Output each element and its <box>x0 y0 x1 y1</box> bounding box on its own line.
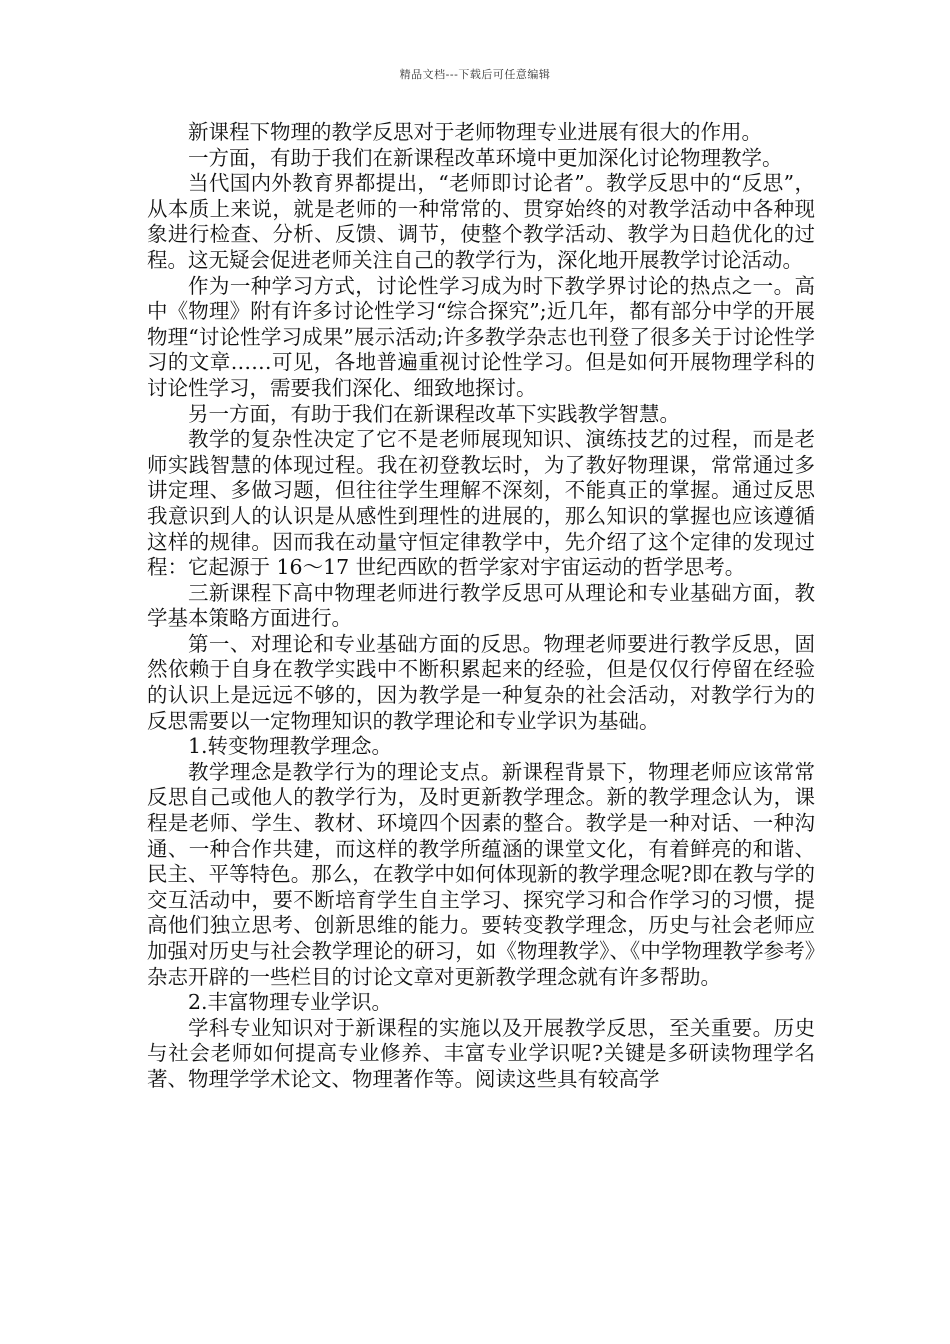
paragraph: 当代国内外教育界都提出，“老师即讨论者”。教学反思中的“反思”，从本质上来说，就是老师的一种常常的、贯穿始终的对教学活动中各种现象进行检查、分析、反馈、调节，使整个教学活动、教学为日趋优化的过程。这无疑会促进老师关注自己的教学行为，深化地开展教学讨论活动。 <box>147 171 815 272</box>
page-header: 精品文档---下载后可任意编辑 <box>399 68 551 81</box>
paragraph: 另一方面，有助于我们在新课程改革下实践教学智慧。 <box>188 401 680 426</box>
paragraph: 教学的复杂性决定了它不是老师展现知识、演练技艺的过程，而是老师实践智慧的体现过程。我在初登教坛时，为了教好物理课，常常通过多讲定理、多做习题，但往往学生理解不深刻，不能真正的掌握。通过反思我意识到人的认识是从感性到理性的进展的，那么知识的掌握也应该遵循这样的规律。因而我在动量守恒定律教学中，先介绍了这个定律的发现过程：它起源于 16～17 世纪西欧的哲学家对宇宙运动的哲学思考。 <box>147 427 815 580</box>
paragraph: 教学理念是教学行为的理论支点。新课程背景下，物理老师应该常常反思自己或他人的教学行为，及时更新教学理念。新的教学理念认为，课程是老师、学生、教材、环境四个因素的整合。教学是一种对话、一种沟通、一种合作共建，而这样的教学所蕴涵的课堂文化，有着鲜亮的和谐、民主、平等特色。那么，在教学中如何体现新的教学理念呢?即在教与学的交互活动中，要不断培育学生自主学习、探究学习和合作学习的习惯，提高他们独立思考、创新思维的能力。要转变教学理念，历史与社会老师应加强对历史与社会教学理论的研习，如《物理教学》、《中学物理教学参考》杂志开辟的一些栏目的讨论文章对更新教学理念就有许多帮助。 <box>147 759 815 989</box>
paragraph: 一方面，有助于我们在新课程改革环境中更加深化讨论物理教学。 <box>188 145 783 170</box>
paragraph: 新课程下物理的教学反思对于老师物理专业进展有很大的作用。 <box>188 120 762 144</box>
document-body <box>147 120 815 1093</box>
section-heading: 1.转变物理教学理念。 <box>188 734 393 759</box>
paragraph: 学科专业知识对于新课程的实施以及开展教学反思，至关重要。历史与社会老师如何提高专业修养、丰富专业学识呢?关键是多研读物理学名著、物理学学术论文、物理著作等。阅读这些具有较高学 <box>147 1015 815 1091</box>
paragraph: 三新课程下高中物理老师进行教学反思可从理论和专业基础方面，教学基本策略方面进行。 <box>147 580 815 631</box>
paragraph: 第一、对理论和专业基础方面的反思。物理老师要进行教学反思，固然依赖于自身在教学实践中不断积累起来的经验，但是仅仅行停留在经验的认识上是远远不够的，因为教学是一种复杂的社会活动，对教学行为的反思需要以一定物理知识的教学理论和专业学识为基础。 <box>147 631 815 733</box>
paragraph: 作为一种学习方式，讨论性学习成为时下教学界讨论的热点之一。高中《物理》附有许多讨论性学习“综合探究”;近几年，都有部分中学的开展物理“讨论性学习成果”展示活动;许多教学杂志也刊登了很多关于讨论性学习的文章……可见，各地普遍重视讨论性学习。但是如何开展物理学科的讨论性学习，需要我们深化、细致地探讨。 <box>147 273 815 400</box>
section-heading: 2.丰富物理专业学识。 <box>188 990 393 1015</box>
